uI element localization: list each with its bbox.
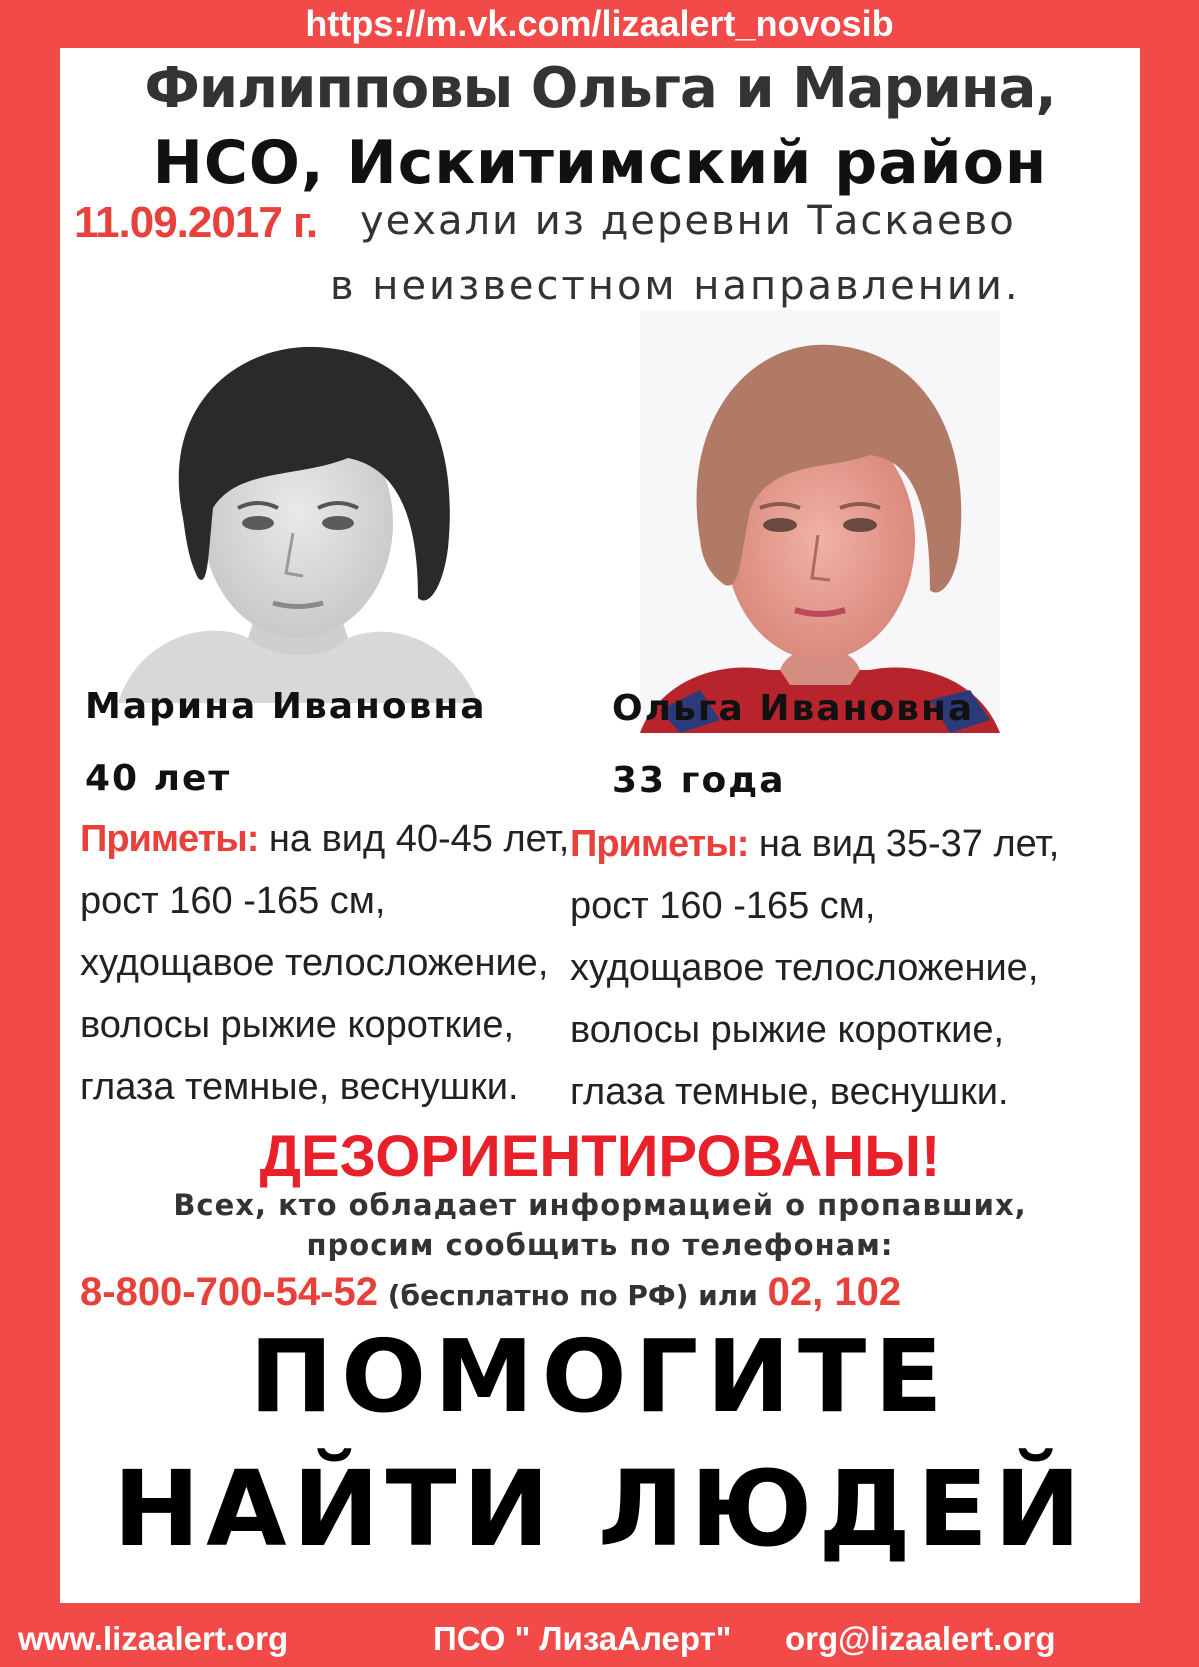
vk-group-link[interactable]: https://m.vk.com/lizaalert_novosib [305,3,894,44]
sign-line: глаза темные, веснушки. [80,1066,519,1108]
marina-photo [98,318,493,703]
signs-label: Приметы: [80,818,259,860]
missing-names-title: Филипповы Ольга и Марина, [144,56,1056,121]
poster-panel [60,48,1140,1603]
region-title: НСО, Искитимский район [152,128,1048,198]
person-age-marina: 40 лет [85,758,232,799]
person-signs-marina [80,808,569,1118]
person-signs-olga [570,813,1059,1123]
website-link[interactable]: www.lizaalert.org [18,1620,289,1657]
phone-line [80,1270,901,1315]
sign-line: худощавое телосложение, [570,947,1039,989]
event-description-line1: уехали из деревни Таскаево [360,198,1016,244]
sign-line: волосы рыжие короткие, [570,1009,1005,1051]
disoriented-alert: ДЕЗОРИЕНТИРОВАНЫ! [259,1124,941,1189]
missing-date: 11.09.2017 г. [74,198,318,247]
hotline-phone[interactable]: 8-800-700-54-52 [80,1270,378,1314]
olga-photo [640,310,1000,733]
signs-label: Приметы: [570,823,749,865]
info-request-line1: Всех, кто обладает информацией о пропавших, [173,1188,1027,1222]
police-phones[interactable]: 02, 102 [767,1270,902,1314]
person-age-olga: 33 года [612,760,786,801]
info-request-line2: просим сообщить по телефонам: [306,1228,894,1262]
hotline-note: (бесплатно по РФ) или [387,1279,758,1312]
organization-name: ПСО " ЛизаАлерт" [433,1620,732,1657]
sign-line: рост 160 -165 см, [80,880,386,922]
help-heading-line1: ПОМОГИТЕ [249,1318,951,1435]
sign-line: худощавое телосложение, [80,942,549,984]
poster-footer [0,1614,1199,1664]
sign-line: глаза темные, веснушки. [570,1071,1009,1113]
event-description-line2: в неизвестном направлении. [330,263,1021,309]
person-name-olga: Ольга Ивановна [612,688,975,729]
sign-line: рост 160 -165 см, [570,885,876,927]
person-name-marina: Марина Ивановна [85,686,487,727]
sign-line: волосы рыжие короткие, [80,1004,515,1046]
email-link[interactable]: org@lizaalert.org [785,1620,1056,1657]
sign-line: на вид 40-45 лет, [268,818,570,860]
sign-line: на вид 35-37 лет, [758,823,1060,865]
help-heading-line2: НАЙТИ ЛЮДЕЙ [113,1448,1087,1570]
